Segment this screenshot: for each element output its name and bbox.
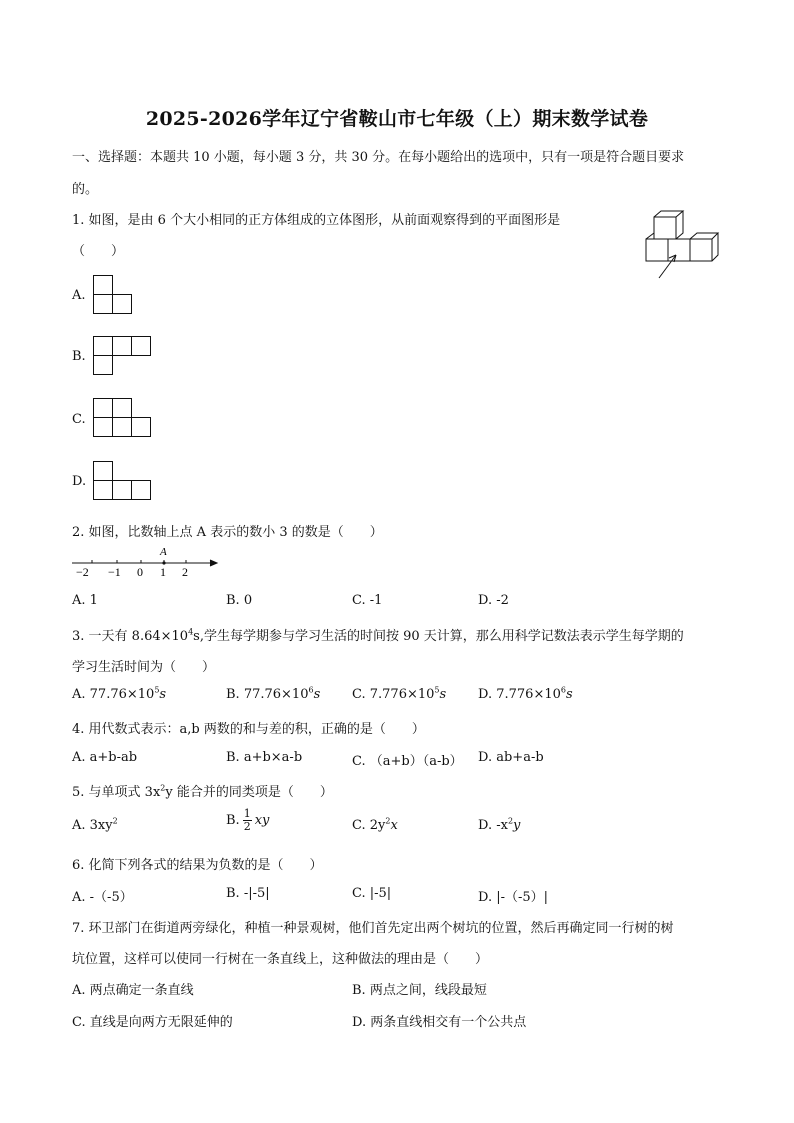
q3-option-b: B. $77.76\times 10^6s$: [226, 685, 321, 702]
q1-option-a-figure: [93, 275, 133, 315]
q2-stem: 2. 如图，比数轴上点 A 表示的数小 3 的数是（ ）: [72, 525, 383, 540]
q5-option-c: C. $2y^2x$: [352, 816, 398, 833]
q1-option-c-figure: [93, 398, 153, 438]
q5-option-a: A. $3xy^2$: [72, 816, 118, 833]
q2-option-c: C. -1: [352, 593, 383, 608]
q4-option-a: A. a+b-ab: [72, 750, 138, 765]
q2-option-d: D. -2: [478, 593, 509, 608]
q6-stem: 6. 化简下列各式的结果为负数的是（ ）: [72, 858, 323, 873]
q7-option-c: C. 直线是向两方无限延伸的: [72, 1015, 233, 1030]
q3-stem: 3. 一天有 $8.64\times 10^4s$,学生每学期参与学习生活的时间按 90 天计算，那么用科学记数法表示学生每学期的: [72, 627, 684, 644]
q6-option-c: C. |-5|: [352, 886, 392, 901]
q1-option-c: C.: [72, 412, 86, 427]
q4-option-d: D. ab+a-b: [478, 750, 544, 765]
section-instruction-cont: 的。: [72, 182, 99, 197]
q5-option-d: D. $-x^2y$: [478, 816, 521, 833]
q3-option-d: D. $7.776\times 10^6s$: [478, 685, 573, 702]
q1-option-a: A.: [72, 288, 86, 303]
page-title: 2025-2026学年辽宁省鞍山市七年级（上）期末数学试卷: [145, 108, 649, 130]
q2-number-line: [72, 545, 222, 580]
q6-option-a: A. -（-5）: [72, 890, 133, 905]
q2-tick-label: −2: [76, 565, 89, 579]
q2-option-a: A. 1: [72, 593, 98, 608]
q1-option-b: B.: [72, 349, 86, 364]
q1-paren: （ ）: [72, 244, 125, 259]
q2-tick-label: 0: [137, 565, 143, 579]
q3-option-a: A. $77.76\times 10^5s$: [72, 685, 167, 702]
q1-option-d-figure: [93, 461, 153, 501]
q2-tick-label: −1: [108, 565, 121, 579]
q4-option-c: C. （a+b）（a-b）: [352, 754, 463, 769]
q2-option-b: B. 0: [226, 593, 253, 608]
q7-option-d: D. 两条直线相交有一个公共点: [352, 1015, 527, 1030]
q5-option-b: B. $\frac{1}{2}$ xy: [226, 807, 270, 833]
q1-option-b-figure: [93, 336, 153, 376]
q3-stem-cont: 学习生活时间为（ ）: [72, 660, 216, 675]
section-instruction: 一、选择题：本题共 10 小题，每小题 3 分，共 30 分。在每小题给出的选项中，只有一项是符合题目要求: [72, 150, 685, 165]
q7-option-a: A. 两点确定一条直线: [72, 983, 194, 998]
q4-stem: 4. 用代数式表示：a,b 两数的和与差的积，正确的是（ ）: [72, 722, 425, 737]
q7-stem: 7. 环卫部门在街道两旁绿化，种植一种景观树，他们首先定出两个树坑的位置，然后再确定同一行树的树: [72, 921, 674, 936]
q2-point-a-label: A: [160, 546, 167, 558]
q7-stem-cont: 坑位置，这样可以使同一行树在一条直线上，这种做法的理由是（ ）: [72, 952, 489, 967]
q5-stem: 5. 与单项式 $3x^2y$ 能合并的同类项是（ ）: [72, 783, 333, 800]
q4-option-b: B. a+b×a-b: [226, 750, 303, 765]
q6-option-b: B. -|-5|: [226, 886, 270, 901]
q7-option-b: B. 两点之间，线段最短: [352, 983, 487, 998]
q2-tick-label: 1: [160, 565, 166, 579]
q3-option-c: C. $7.776\times 10^5s$: [352, 685, 447, 702]
q2-tick-label: 2: [182, 565, 188, 579]
q6-option-d: D. |-（-5）|: [478, 890, 549, 905]
q1-stem: 1. 如图，是由 6 个大小相同的正方体组成的立体图形，从前面观察得到的平面图形是: [72, 213, 561, 228]
q1-option-d: D.: [72, 474, 87, 489]
q1-cube-figure: [640, 208, 725, 283]
